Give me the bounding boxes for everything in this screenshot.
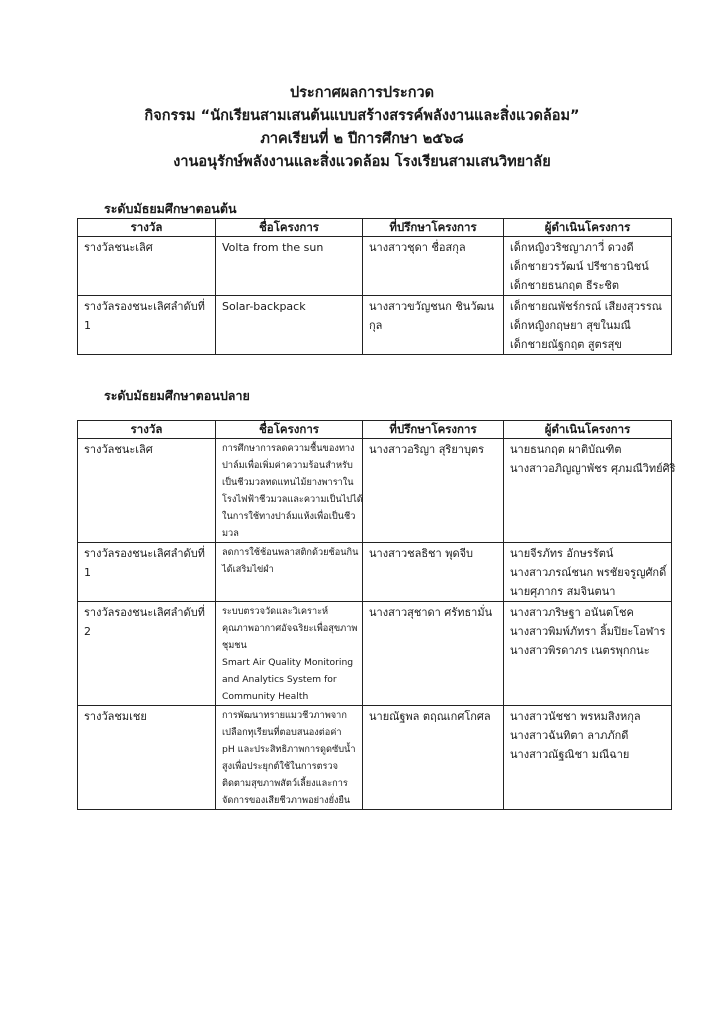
title-line-1: ประกาศผลการประกวด xyxy=(289,85,435,101)
column-header-award: รางวัล xyxy=(78,219,216,237)
project-cell xyxy=(216,543,363,602)
project-cell xyxy=(216,439,363,543)
project-name-line: Volta from the sun xyxy=(222,241,324,254)
member-name: นางสาวณัฐณิชา มณีฉาย xyxy=(510,748,630,761)
members-cell xyxy=(504,706,672,810)
project-name-line: โรงไฟฟ้าชีวมวลและความเป็นไปได้ xyxy=(222,494,363,505)
member-name: นางสาวภริษฐา อนันตโชค xyxy=(510,606,634,619)
table-row xyxy=(78,439,672,543)
member-name: เด็กหญิงกฤษยา สุขในมณี xyxy=(510,319,631,332)
project-name-line: การศึกษาการลดความชื้นของทาง xyxy=(222,443,355,454)
advisor-cell: นางสาวชลธิชา พุดจีบ xyxy=(363,543,504,602)
project-cell xyxy=(216,296,363,355)
advisor-cell: นางสาวขวัญชนก ชินวัฒนกุล xyxy=(363,296,504,355)
column-header-advisor: ที่ปรึกษาโครงการ xyxy=(363,421,504,439)
advisor-cell: นางสาวชุดา ชื่อสกุล xyxy=(363,237,504,296)
award-cell: รางวัลชมเชย xyxy=(78,706,216,810)
column-header-advisor: ที่ปรึกษาโครงการ xyxy=(363,219,504,237)
title-line-2: กิจกรรม “นักเรียนสามเสนต้นแบบสร้างสรรค์พลังงานและสิ่งแวดล้อม” xyxy=(144,108,580,124)
announcement-title xyxy=(0,82,724,174)
member-name: นางสาวอภิญญาพัชร ศุภมณีวิทย์ศิริ xyxy=(510,462,676,475)
award-cell: รางวัลชนะเลิศ xyxy=(78,439,216,543)
advisor-cell: นายณัฐพล ตฤณเกศโกศล xyxy=(363,706,504,810)
table-row xyxy=(78,296,672,355)
title-line-4: งานอนุรักษ์พลังงานและสิ่งแวดล้อม โรงเรียนสามเสนวิทยาลัย xyxy=(173,154,551,170)
section-heading-lower-secondary: ระดับมัธยมศึกษาตอนต้น xyxy=(104,201,237,216)
project-name-line: and Analytics System for xyxy=(222,674,337,685)
member-name: เด็กชายวรวัฒน์ ปรีชาธวนิชน์ xyxy=(510,260,649,273)
members-cell xyxy=(504,543,672,602)
member-name: นางสาวพิรดาภร เนตรพุกกนะ xyxy=(510,644,650,657)
member-name: นางสาวนัชชา พรหมสิงหกุล xyxy=(510,710,641,723)
project-cell xyxy=(216,237,363,296)
table-row xyxy=(78,602,672,706)
award-cell: รางวัลชนะเลิศ xyxy=(78,237,216,296)
project-name-line: Smart Air Quality Monitoring xyxy=(222,657,354,668)
project-cell xyxy=(216,602,363,706)
project-name-line: จัดการของเสียชีวภาพอย่างยั่งยืน xyxy=(222,795,351,806)
member-name: นางสาวพิมพ์ภัทรา ลิ้มปิยะโอฬาร xyxy=(510,625,666,638)
advisor-cell: นางสาวสุชาดา ศรัทธามั่น xyxy=(363,602,504,706)
project-name-line: Community Health xyxy=(222,691,309,702)
project-name-line: ชุมชน xyxy=(222,640,247,651)
members-cell xyxy=(504,439,676,543)
table-row xyxy=(78,237,672,296)
results-table-upper-secondary xyxy=(77,420,676,810)
project-name-line: การพัฒนาทรายแมวชีวภาพจาก xyxy=(222,710,347,721)
member-name: เด็กชายณพัชร์กรณ์ เสียงสุวรรณ xyxy=(510,300,662,313)
project-name-line: ปาล์มเพื่อเพิ่มค่าความร้อนสำหรับ xyxy=(222,460,353,471)
award-cell: รางวัลรองชนะเลิศลำดับที่ 1 xyxy=(78,296,216,355)
table-row xyxy=(78,543,672,602)
project-name-line: Solar-backpack xyxy=(222,300,306,313)
project-name-line: pH และประสิทธิภาพการดูดซับน้ำ xyxy=(222,744,356,755)
table-header-row xyxy=(78,219,672,237)
award-cell: รางวัลรองชนะเลิศลำดับที่ 1 xyxy=(78,543,216,602)
members-cell xyxy=(504,237,672,296)
column-header-members: ผู้ดำเนินโครงการ xyxy=(504,421,672,439)
member-name: นายศุภากร สมจินตนา xyxy=(510,585,616,598)
section-heading-upper-secondary: ระดับมัธยมศึกษาตอนปลาย xyxy=(104,388,250,403)
project-name-line: ลดการใช้ช้อนพลาสติกด้วยช้อนกิน xyxy=(222,547,359,558)
project-name-line: มวล xyxy=(222,528,239,539)
member-name: เด็กหญิงวริชญาภาวี่ ดวงดี xyxy=(510,241,634,254)
table-row xyxy=(78,706,672,810)
project-name-line: สูงเพื่อประยุกต์ใช้ในการตรวจ xyxy=(222,761,339,772)
project-name-line: เปลือกทุเรียนที่ตอบสนองต่อค่า xyxy=(222,727,342,738)
project-name-line: ติดตามสุขภาพสัตว์เลี้ยงและการ xyxy=(222,778,348,789)
column-header-project: ชื่อโครงการ xyxy=(216,421,363,439)
table-header-row xyxy=(78,421,672,439)
project-cell xyxy=(216,706,363,810)
member-name: นางสาวภรณ์ชนก พรชัยจรูญศักดิ์ xyxy=(510,566,667,579)
member-name: นายจีรภัทร อักษรรัตน์ xyxy=(510,547,614,560)
member-name: นางสาวฉันทิตา ลาภภักดี xyxy=(510,729,629,742)
column-header-project: ชื่อโครงการ xyxy=(216,219,363,237)
members-cell xyxy=(504,602,672,706)
members-cell xyxy=(504,296,672,355)
project-name-line: ได้เสริมไข่ผำ xyxy=(222,564,274,575)
award-cell: รางวัลรองชนะเลิศลำดับที่ 2 xyxy=(78,602,216,706)
advisor-cell: นางสาวอริญา สุริยาบุตร xyxy=(363,439,504,543)
project-name-line: ระบบตรวจวัดและวิเคราะห์ xyxy=(222,606,329,617)
project-name-line: ในการใช้ทางปาล์มแห้งเพื่อเป็นชีว xyxy=(222,511,356,522)
member-name: เด็กชายณัฐกฤต สูตรสุข xyxy=(510,338,622,351)
project-name-line: เป็นชีวมวลทดแทนไม้ยางพาราใน xyxy=(222,477,354,488)
project-name-line: คุณภาพอากาศอัจฉริยะเพื่อสุขภาพ xyxy=(222,623,358,634)
results-table-lower-secondary xyxy=(77,218,672,355)
member-name: นายธนกฤต ผาติบัณฑิต xyxy=(510,443,622,456)
member-name: เด็กชายธนกฤต ธีระชิต xyxy=(510,279,619,292)
column-header-members: ผู้ดำเนินโครงการ xyxy=(504,219,672,237)
column-header-award: รางวัล xyxy=(78,421,216,439)
title-line-3: ภาคเรียนที่ ๒ ปีการศึกษา ๒๕๖๘ xyxy=(260,131,464,147)
